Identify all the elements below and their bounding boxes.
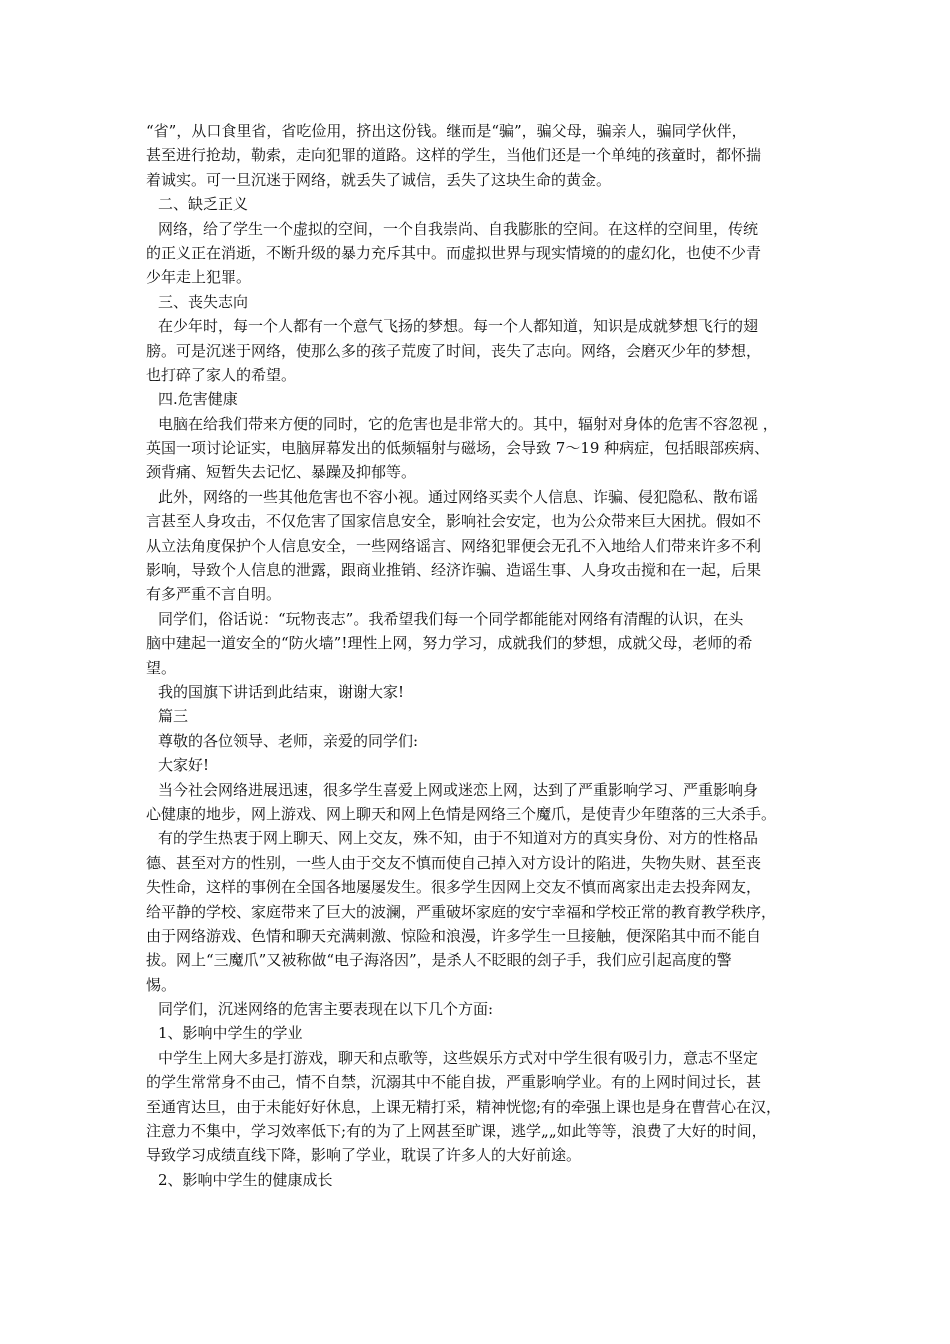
text-line: 由于网络游戏、色情和聊天充满刺激、惊险和浪漫，许多学生一旦接触，便深陷其中而不能自 (146, 926, 762, 945)
document-page (146, 119, 816, 1192)
text-line: 脑中建起一道安全的“防火墙”!理性上网，努力学习，成就我们的梦想，成就父母，老师的希 (146, 634, 753, 653)
text-line: 也打碎了家人的希望。 (146, 365, 297, 384)
text-line: 中学生上网大多是打游戏，聊天和点歌等，这些娱乐方式对中学生很有吸引力，意志不坚定 (158, 1048, 759, 1067)
text-line: 给平静的学校、家庭带来了巨大的波澜，严重破坏家庭的安宁幸福和学校正常的教育教学秩序， (146, 902, 777, 921)
text-line: 德、甚至对方的性别，一些人由于交友不慎而使自己掉入对方设计的陷进，失物失财、甚至丧 (146, 853, 762, 872)
text-line: 此外，网络的一些其他危害也不容小视。通过网络买卖个人信息、诈骗、侵犯隐私、散布谣 (158, 487, 759, 506)
text-line: 同学们，俗话说：“玩物丧志”。我希望我们每一个同学都能能对网络有清醒的认识，在头 (158, 609, 744, 628)
text-line: 心健康的地步，网上游戏、网上聊天和网上色情是网络三个魔爪，是使青少年堕落的三大杀手。 (146, 804, 777, 823)
text-line: 1、影响中学生的学业 (158, 1024, 303, 1043)
text-line: 大家好! (158, 756, 210, 775)
text-line: 三、丧失志向 (158, 292, 249, 311)
text-line: 当今社会网络进展迅速，很多学生喜爱上网或迷恋上网，达到了严重影响学习、严重影响身 (158, 780, 759, 799)
text-line: 至通宵达旦，由于未能好好休息，上课无精打采，精神恍惚;有的牵强上课也是身在曹营心在汉， (146, 1097, 782, 1116)
text-line: 2、影响中学生的健康成长 (158, 1170, 333, 1189)
text-line: 我的国旗下讲话到此结束，谢谢大家! (158, 682, 405, 701)
text-line: 电脑在给我们带来方便的同时，它的危害也是非常大的。其中，辐射对身体的危害不容忽视 ， (158, 414, 778, 433)
text-line: 二、缺乏正义 (158, 195, 249, 214)
text-line: 影响，导致个人信息的泄露，跟商业推销、经济诈骗、造谣生事、人身攻击搅和在一起，后果 (146, 561, 762, 580)
text-line: 甚至进行抢劫，勒索，走向犯罪的道路。这样的学生，当他们还是一个单纯的孩童时，都怀揣 (146, 146, 762, 165)
text-line: 导致学习成绩直线下降，影响了学业，耽误了许多人的大好前途。 (146, 1146, 582, 1165)
text-line: 少年走上犯罪。 (146, 268, 252, 287)
text-line: 在少年时，每一个人都有一个意气飞扬的梦想。每一个人都知道，知识是成就梦想飞行的翅 (158, 317, 759, 336)
text-line: 篇三 (158, 707, 189, 726)
text-line: 着诚实。可一旦沉迷于网络，就丢失了诚信，丢失了这块生命的黄金。 (146, 170, 612, 189)
text-line: “省”，从口食里省，省吃俭用，挤出这份钱。继而是“骗”，骗父母，骗亲人，骗同学伙伴， (146, 122, 747, 140)
text-line: 颈背痛、短暂失去记忆、暴躁及抑郁等。 (146, 463, 417, 482)
text-line: 惕。 (146, 975, 177, 994)
text-line: 网络，给了学生一个虚拟的空间，一个自我崇尚、自我膨胀的空间。在这样的空间里，传统 (158, 219, 759, 238)
text-line: 四.危害健康 (158, 390, 238, 409)
text-line: 言甚至人身攻击，不仅危害了国家信息安全，影响社会安定，也为公众带来巨大困扰。假如不 (146, 512, 762, 531)
text-line: 望。 (146, 658, 177, 677)
text-line: 尊敬的各位领导、老师，亲爱的同学们: (158, 731, 419, 750)
text-line: 的正义正在消逝，不断升级的暴力充斥其中。而虚拟世界与现实情境的的虚幻化，也使不少青 (146, 243, 762, 262)
text-line: 有的学生热衷于网上聊天、网上交友，殊不知，由于不知道对方的真实身份、对方的性格品 (158, 829, 759, 848)
text-line: 注意力不集中，学习效率低下;有的为了上网甚至旷课，逃学„„如此等等，浪费了大好的时间， (146, 1122, 767, 1141)
text-line: 同学们，沉迷网络的危害主要表现在以下几个方面: (158, 1000, 494, 1019)
text-line: 膀。可是沉迷于网络，使那么多的孩子荒废了时间，丧失了志向。网络，会磨灭少年的梦想， (146, 341, 762, 360)
text-line: 从立法角度保护个人信息安全，一些网络谣言、网络犯罪便会无孔不入地给人们带来许多不利 (146, 536, 762, 555)
text-line: 英国一项讨论证实，电脑屏幕发出的低频辐射与磁场，会导致 7～19 种病症，包括眼部疾病、 (146, 439, 770, 458)
text-line: 失性命，这样的事例在全国各地屡屡发生。很多学生因网上交友不慎而离家出走去投奔网友， (146, 878, 762, 897)
text-line: 拔。网上“三魔爪”又被称做“电子海洛因”，是杀人不眨眼的刽子手，我们应引起高度的警 (146, 951, 732, 970)
text-line: 有多严重不言自明。 (146, 585, 282, 604)
text-line: 的学生常常身不由己，情不自禁，沉溺其中不能自拔，严重影响学业。有的上网时间过长，甚 (146, 1073, 762, 1092)
